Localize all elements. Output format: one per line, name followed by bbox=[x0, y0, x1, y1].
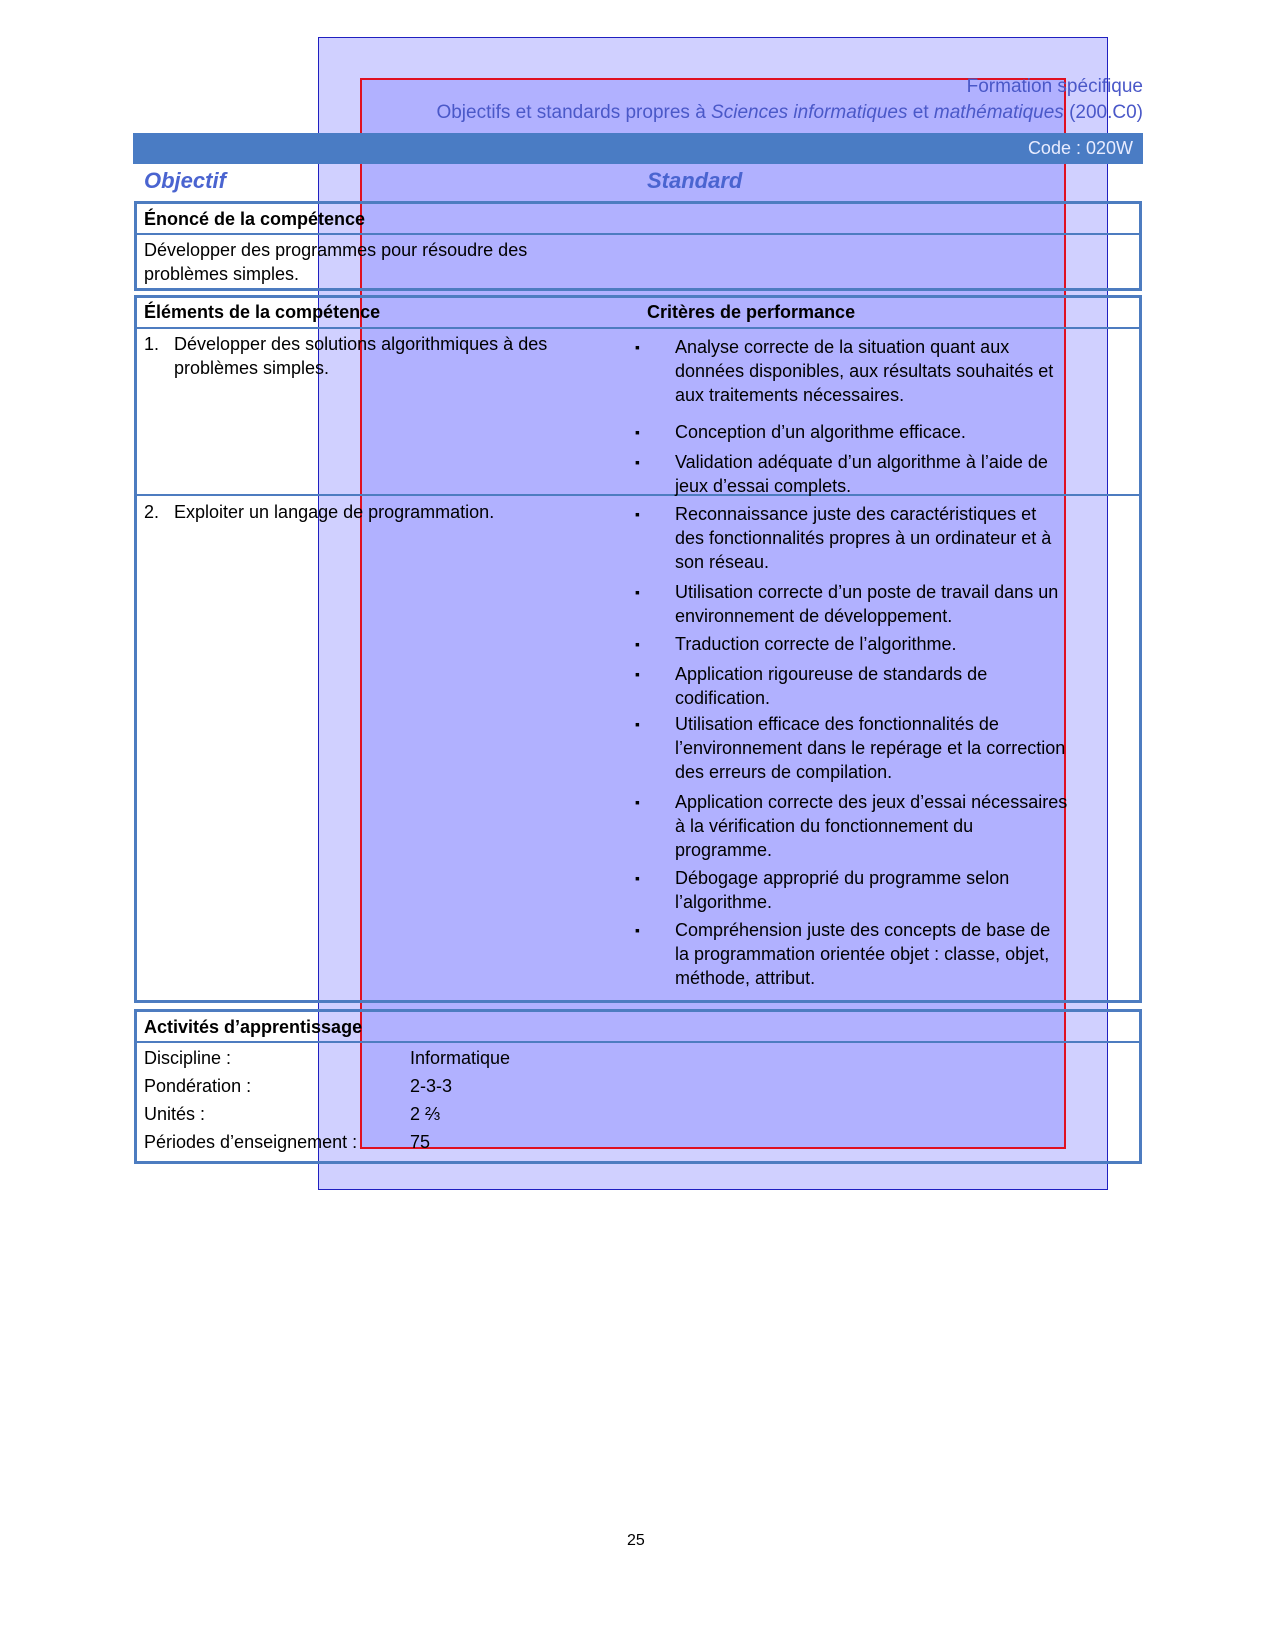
criterion-line: à la vérification du fonctionnement du bbox=[675, 816, 974, 836]
periodes-label: Périodes d’enseignement : bbox=[144, 1132, 358, 1152]
bullet-icon: ▪ bbox=[635, 424, 640, 440]
bullet-icon: ▪ bbox=[635, 716, 640, 732]
criterion-line: Utilisation correcte d’un poste de travail dans un bbox=[675, 582, 1059, 602]
column-standard: Standard bbox=[647, 168, 743, 193]
discipline-value: Informatique bbox=[410, 1048, 511, 1068]
enonce-title: Énoncé de la compétence bbox=[144, 209, 366, 229]
criterion-line: méthode, attribut. bbox=[675, 968, 816, 988]
page-number: 25 bbox=[627, 1532, 645, 1549]
course-code: Code : 020W bbox=[1027, 138, 1133, 158]
element-2-number: 2. bbox=[144, 502, 160, 522]
bullet-icon: ▪ bbox=[635, 584, 640, 600]
criterion-line: aux traitements nécessaires. bbox=[675, 385, 905, 405]
bullet-icon: ▪ bbox=[635, 870, 640, 886]
unites-label: Unités : bbox=[144, 1104, 206, 1124]
criterion-line: codification. bbox=[675, 688, 771, 708]
criterion-line: Application rigoureuse de standards de bbox=[675, 664, 988, 684]
header-formation: Formation spécifique bbox=[966, 76, 1143, 97]
element-2-text-1: Exploiter un langage de programmation. bbox=[174, 502, 495, 522]
criterion-line: des erreurs de compilation. bbox=[675, 762, 893, 782]
element-1-text-1: Développer des solutions algorithmiques à des bbox=[174, 334, 548, 354]
criterion-line: son réseau. bbox=[675, 552, 770, 572]
criterion-line: Utilisation efficace des fonctionnalités de bbox=[675, 714, 999, 734]
element-1-number: 1. bbox=[144, 334, 160, 354]
criterion-line: Application correcte des jeux d’essai nécessaires bbox=[675, 792, 1068, 812]
bullet-icon: ▪ bbox=[635, 506, 640, 522]
activites-title: Activités d’apprentissage bbox=[144, 1017, 363, 1037]
column-objectif: Objectif bbox=[144, 168, 226, 193]
criterion-line: Conception d’un algorithme efficace. bbox=[675, 422, 966, 442]
bullet-icon: ▪ bbox=[635, 339, 640, 355]
bullet-icon: ▪ bbox=[635, 636, 640, 652]
criterion-line: Débogage approprié du programme selon bbox=[675, 868, 1010, 888]
enonce-text-2: problèmes simples. bbox=[144, 264, 300, 284]
criterion-line: Traduction correcte de l’algorithme. bbox=[675, 634, 957, 654]
discipline-label: Discipline : bbox=[144, 1048, 232, 1068]
elements-title: Éléments de la compétence bbox=[144, 302, 381, 322]
code-bar bbox=[133, 133, 1143, 164]
criterion-line: Reconnaissance juste des caractéristiques et bbox=[675, 504, 1037, 524]
header-objectifs: Objectifs et standards propres à Sciences informatiques et mathématiques (200.C0) bbox=[436, 102, 1143, 123]
bullet-icon: ▪ bbox=[635, 922, 640, 938]
bullet-icon: ▪ bbox=[635, 794, 640, 810]
criterion-line: Validation adéquate d’un algorithme à l’aide de bbox=[675, 452, 1048, 472]
enonce-text-1: Développer des programmes pour résoudre des bbox=[144, 240, 528, 260]
ponderation-value: 2-3-3 bbox=[410, 1076, 453, 1096]
criterion-line: la programmation orientée objet : classe, objet, bbox=[675, 944, 1050, 964]
criterion-line: l’algorithme. bbox=[675, 892, 773, 912]
criteres-title: Critères de performance bbox=[647, 302, 856, 322]
criterion-line: données disponibles, aux résultats souhaités et bbox=[675, 361, 1054, 381]
criterion-line: jeux d’essai complets. bbox=[675, 476, 852, 496]
bullet-icon: ▪ bbox=[635, 666, 640, 682]
ponderation-label: Pondération : bbox=[144, 1076, 252, 1096]
criterion-line: Analyse correcte de la situation quant aux bbox=[675, 337, 1010, 357]
criterion-line: des fonctionnalités propres à un ordinateur et à bbox=[675, 528, 1052, 548]
periodes-value: 75 bbox=[410, 1132, 431, 1152]
criterion-line: environnement de développement. bbox=[675, 606, 953, 626]
unites-value: 2 ⅔ bbox=[410, 1104, 441, 1124]
criterion-line: l’environnement dans le repérage et la correction bbox=[675, 738, 1066, 758]
criterion-line: Compréhension juste des concepts de base de bbox=[675, 920, 1051, 940]
criterion-line: programme. bbox=[675, 840, 773, 860]
element-1-text-2: problèmes simples. bbox=[174, 358, 330, 378]
bullet-icon: ▪ bbox=[635, 454, 640, 470]
